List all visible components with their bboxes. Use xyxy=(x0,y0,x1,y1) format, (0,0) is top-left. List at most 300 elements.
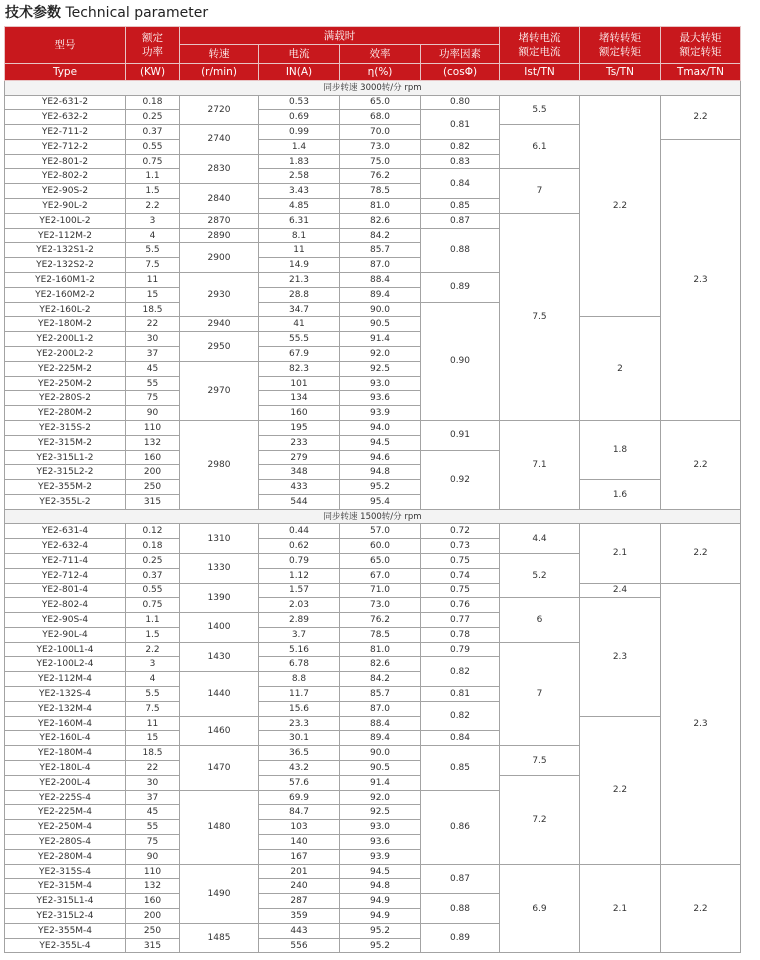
title-en: Technical parameter xyxy=(65,5,209,21)
cell-max-torque: 2.2 xyxy=(661,524,741,583)
cell-efficiency: 81.0 xyxy=(340,642,421,657)
cell-locked-torque: 2.1 xyxy=(580,864,661,953)
cell-model: YE2-160L-2 xyxy=(5,302,126,317)
cell-current: 84.7 xyxy=(259,805,340,820)
cell-power-factor: 0.72 xyxy=(421,524,500,539)
title-zh: 技术参数 xyxy=(5,5,61,21)
cell-model: YE2-250M-2 xyxy=(5,376,126,391)
cell-locked-current: 6.9 xyxy=(500,864,580,953)
unit-power: (KW) xyxy=(126,64,180,81)
cell-power-factor: 0.78 xyxy=(421,627,500,642)
cell-current: 279 xyxy=(259,450,340,465)
cell-model: YE2-631-4 xyxy=(5,524,126,539)
cell-model: YE2-160L-4 xyxy=(5,731,126,746)
cell-model: YE2-315L2-2 xyxy=(5,465,126,480)
cell-locked-torque: 2.2 xyxy=(580,716,661,864)
cell-locked-current: 6 xyxy=(500,598,580,642)
cell-power: 0.75 xyxy=(126,154,180,169)
section-header-row xyxy=(5,81,741,96)
cell-model: YE2-802-2 xyxy=(5,169,126,184)
cell-efficiency: 90.0 xyxy=(340,746,421,761)
cell-efficiency: 57.0 xyxy=(340,524,421,539)
cell-current: 28.8 xyxy=(259,287,340,302)
cell-model: YE2-801-2 xyxy=(5,154,126,169)
cell-max-torque: 2.2 xyxy=(661,95,741,139)
cell-speed: 1470 xyxy=(180,746,259,790)
cell-power: 1.1 xyxy=(126,613,180,628)
cell-power: 0.37 xyxy=(126,568,180,583)
header-max-torque: 最大转矩 额定转矩 xyxy=(661,27,741,64)
cell-current: 167 xyxy=(259,849,340,864)
cell-locked-current: 7.1 xyxy=(500,421,580,510)
cell-power: 75 xyxy=(126,835,180,850)
cell-current: 5.16 xyxy=(259,642,340,657)
cell-efficiency: 95.2 xyxy=(340,480,421,495)
cell-power: 132 xyxy=(126,879,180,894)
page-title xyxy=(5,3,208,23)
cell-model: YE2-355M-4 xyxy=(5,923,126,938)
cell-power: 2.2 xyxy=(126,642,180,657)
cell-current: 0.99 xyxy=(259,125,340,140)
cell-power: 200 xyxy=(126,909,180,924)
cell-locked-current: 5.5 xyxy=(500,95,580,125)
cell-current: 43.2 xyxy=(259,761,340,776)
cell-current: 4.85 xyxy=(259,199,340,214)
cell-model: YE2-200L1-2 xyxy=(5,332,126,347)
cell-current: 3.7 xyxy=(259,627,340,642)
cell-power: 110 xyxy=(126,864,180,879)
table-row xyxy=(5,480,741,495)
cell-speed: 2890 xyxy=(180,228,259,243)
cell-locked-torque: 1.6 xyxy=(580,480,661,510)
cell-model: YE2-200L2-2 xyxy=(5,347,126,362)
cell-efficiency: 71.0 xyxy=(340,583,421,598)
cell-model: YE2-801-4 xyxy=(5,583,126,598)
cell-current: 8.1 xyxy=(259,228,340,243)
cell-locked-torque: 2 xyxy=(580,317,661,421)
cell-current: 21.3 xyxy=(259,273,340,288)
cell-efficiency: 78.5 xyxy=(340,184,421,199)
cell-efficiency: 94.0 xyxy=(340,421,421,436)
cell-current: 201 xyxy=(259,864,340,879)
cell-current: 69.9 xyxy=(259,790,340,805)
cell-power-factor: 0.89 xyxy=(421,273,500,303)
cell-power: 22 xyxy=(126,761,180,776)
cell-locked-torque: 1.8 xyxy=(580,421,661,480)
cell-current: 195 xyxy=(259,421,340,436)
cell-efficiency: 73.0 xyxy=(340,598,421,613)
cell-power: 315 xyxy=(126,495,180,510)
cell-current: 0.62 xyxy=(259,539,340,554)
unit-locked-torque: Ts/TN xyxy=(580,64,661,81)
cell-model: YE2-355L-2 xyxy=(5,495,126,510)
cell-speed: 1490 xyxy=(180,864,259,923)
cell-model: YE2-160M1-2 xyxy=(5,273,126,288)
cell-speed: 1460 xyxy=(180,716,259,746)
cell-power: 45 xyxy=(126,361,180,376)
cell-power: 1.1 xyxy=(126,169,180,184)
table-row xyxy=(5,95,741,110)
cell-model: YE2-180M-2 xyxy=(5,317,126,332)
cell-model: YE2-90L-2 xyxy=(5,199,126,214)
cell-model: YE2-315L1-4 xyxy=(5,894,126,909)
cell-speed: 2970 xyxy=(180,361,259,420)
cell-power: 160 xyxy=(126,450,180,465)
cell-model: YE2-90S-4 xyxy=(5,613,126,628)
cell-efficiency: 90.0 xyxy=(340,302,421,317)
cell-efficiency: 70.0 xyxy=(340,125,421,140)
cell-current: 55.5 xyxy=(259,332,340,347)
cell-current: 30.1 xyxy=(259,731,340,746)
cell-current: 556 xyxy=(259,938,340,953)
cell-efficiency: 84.2 xyxy=(340,672,421,687)
cell-power: 0.55 xyxy=(126,139,180,154)
cell-efficiency: 85.7 xyxy=(340,687,421,702)
section-header-row xyxy=(5,509,741,524)
cell-model: YE2-112M-2 xyxy=(5,228,126,243)
cell-locked-torque: 2.1 xyxy=(580,524,661,583)
cell-current: 8.8 xyxy=(259,672,340,687)
cell-locked-current: 7.5 xyxy=(500,746,580,776)
cell-efficiency: 82.6 xyxy=(340,213,421,228)
table-row xyxy=(5,864,741,879)
cell-current: 1.83 xyxy=(259,154,340,169)
cell-efficiency: 91.4 xyxy=(340,332,421,347)
cell-model: YE2-160M-4 xyxy=(5,716,126,731)
cell-current: 57.6 xyxy=(259,775,340,790)
cell-power-factor: 0.82 xyxy=(421,139,500,154)
cell-power-factor: 0.90 xyxy=(421,302,500,420)
cell-power-factor: 0.91 xyxy=(421,421,500,451)
cell-power: 0.25 xyxy=(126,110,180,125)
cell-efficiency: 92.0 xyxy=(340,347,421,362)
cell-power-factor: 0.75 xyxy=(421,583,500,598)
cell-power: 160 xyxy=(126,894,180,909)
cell-locked-current: 6.1 xyxy=(500,125,580,169)
cell-model: YE2-250M-4 xyxy=(5,820,126,835)
header-power: 额定 功率 xyxy=(126,27,180,64)
cell-locked-current: 7.2 xyxy=(500,775,580,864)
cell-max-torque: 2.2 xyxy=(661,864,741,953)
cell-current: 1.12 xyxy=(259,568,340,583)
cell-power: 250 xyxy=(126,923,180,938)
cell-current: 233 xyxy=(259,435,340,450)
cell-model: YE2-280S-2 xyxy=(5,391,126,406)
cell-model: YE2-132S-4 xyxy=(5,687,126,702)
header-model: 型号 xyxy=(5,27,126,64)
cell-current: 34.7 xyxy=(259,302,340,317)
table-row xyxy=(5,317,741,332)
cell-current: 2.89 xyxy=(259,613,340,628)
cell-locked-current: 7 xyxy=(500,169,580,213)
cell-efficiency: 94.6 xyxy=(340,450,421,465)
cell-current: 134 xyxy=(259,391,340,406)
cell-power-factor: 0.80 xyxy=(421,95,500,110)
cell-model: YE2-132S1-2 xyxy=(5,243,126,258)
cell-efficiency: 76.2 xyxy=(340,169,421,184)
cell-efficiency: 76.2 xyxy=(340,613,421,628)
cell-power-factor: 0.76 xyxy=(421,598,500,613)
cell-power: 90 xyxy=(126,406,180,421)
cell-efficiency: 92.5 xyxy=(340,361,421,376)
cell-current: 82.3 xyxy=(259,361,340,376)
header-power-factor: 功率因素 xyxy=(421,45,500,64)
cell-power: 315 xyxy=(126,938,180,953)
cell-efficiency: 93.0 xyxy=(340,820,421,835)
cell-efficiency: 94.9 xyxy=(340,894,421,909)
cell-locked-current: 5.2 xyxy=(500,553,580,597)
cell-efficiency: 81.0 xyxy=(340,199,421,214)
cell-efficiency: 75.0 xyxy=(340,154,421,169)
cell-current: 23.3 xyxy=(259,716,340,731)
cell-power-factor: 0.88 xyxy=(421,228,500,272)
header-speed: 转速 xyxy=(180,45,259,64)
cell-power: 37 xyxy=(126,347,180,362)
cell-model: YE2-112M-4 xyxy=(5,672,126,687)
cell-power: 0.37 xyxy=(126,125,180,140)
cell-speed: 2870 xyxy=(180,213,259,228)
cell-model: YE2-632-4 xyxy=(5,539,126,554)
header-full-load: 满载时 xyxy=(180,27,500,45)
cell-speed: 2830 xyxy=(180,154,259,184)
cell-locked-torque: 2.3 xyxy=(580,598,661,716)
cell-efficiency: 95.2 xyxy=(340,923,421,938)
cell-power: 3 xyxy=(126,213,180,228)
cell-current: 15.6 xyxy=(259,701,340,716)
cell-power: 7.5 xyxy=(126,258,180,273)
cell-model: YE2-315L1-2 xyxy=(5,450,126,465)
cell-efficiency: 90.5 xyxy=(340,761,421,776)
cell-efficiency: 68.0 xyxy=(340,110,421,125)
cell-power-factor: 0.82 xyxy=(421,701,500,731)
cell-locked-torque: 2.2 xyxy=(580,95,661,317)
cell-current: 287 xyxy=(259,894,340,909)
cell-efficiency: 93.6 xyxy=(340,391,421,406)
cell-efficiency: 94.9 xyxy=(340,909,421,924)
cell-efficiency: 92.0 xyxy=(340,790,421,805)
cell-power: 11 xyxy=(126,273,180,288)
cell-current: 3.43 xyxy=(259,184,340,199)
cell-efficiency: 65.0 xyxy=(340,95,421,110)
cell-power: 4 xyxy=(126,672,180,687)
cell-model: YE2-90S-2 xyxy=(5,184,126,199)
cell-power: 90 xyxy=(126,849,180,864)
cell-current: 160 xyxy=(259,406,340,421)
cell-power-factor: 0.79 xyxy=(421,642,500,657)
cell-current: 6.78 xyxy=(259,657,340,672)
unit-speed: (r/min) xyxy=(180,64,259,81)
cell-current: 2.58 xyxy=(259,169,340,184)
unit-type: Type xyxy=(5,64,126,81)
cell-locked-torque: 2.4 xyxy=(580,583,661,598)
cell-current: 443 xyxy=(259,923,340,938)
cell-power: 0.18 xyxy=(126,539,180,554)
cell-model: YE2-315S-2 xyxy=(5,421,126,436)
cell-efficiency: 60.0 xyxy=(340,539,421,554)
cell-model: YE2-200L-4 xyxy=(5,775,126,790)
cell-efficiency: 93.9 xyxy=(340,406,421,421)
cell-speed: 1390 xyxy=(180,583,259,613)
cell-model: YE2-712-4 xyxy=(5,568,126,583)
cell-efficiency: 93.6 xyxy=(340,835,421,850)
cell-max-torque: 2.3 xyxy=(661,139,741,420)
cell-current: 359 xyxy=(259,909,340,924)
table-body xyxy=(5,81,741,953)
cell-efficiency: 87.0 xyxy=(340,701,421,716)
cell-power: 0.55 xyxy=(126,583,180,598)
cell-speed: 1330 xyxy=(180,553,259,583)
cell-model: YE2-315M-4 xyxy=(5,879,126,894)
cell-power: 75 xyxy=(126,391,180,406)
cell-power-factor: 0.75 xyxy=(421,553,500,568)
cell-efficiency: 89.4 xyxy=(340,287,421,302)
cell-model: YE2-632-2 xyxy=(5,110,126,125)
cell-power: 18.5 xyxy=(126,302,180,317)
cell-model: YE2-100L-2 xyxy=(5,213,126,228)
cell-speed: 1440 xyxy=(180,672,259,716)
cell-speed: 2930 xyxy=(180,273,259,317)
cell-model: YE2-160M2-2 xyxy=(5,287,126,302)
cell-speed: 1310 xyxy=(180,524,259,554)
cell-power: 5.5 xyxy=(126,687,180,702)
cell-model: YE2-355L-4 xyxy=(5,938,126,953)
cell-power-factor: 0.88 xyxy=(421,894,500,924)
cell-power-factor: 0.89 xyxy=(421,923,500,953)
cell-current: 14.9 xyxy=(259,258,340,273)
cell-model: YE2-355M-2 xyxy=(5,480,126,495)
cell-power: 1.5 xyxy=(126,627,180,642)
cell-power: 30 xyxy=(126,775,180,790)
cell-current: 0.79 xyxy=(259,553,340,568)
cell-speed: 2840 xyxy=(180,184,259,214)
cell-power-factor: 0.82 xyxy=(421,657,500,687)
cell-power: 2.2 xyxy=(126,199,180,214)
cell-power: 0.25 xyxy=(126,553,180,568)
cell-power: 0.18 xyxy=(126,95,180,110)
cell-power: 30 xyxy=(126,332,180,347)
cell-power: 200 xyxy=(126,465,180,480)
table-row xyxy=(5,598,741,613)
cell-locked-current: 7 xyxy=(500,642,580,746)
cell-current: 240 xyxy=(259,879,340,894)
unit-power-factor: (cosΦ) xyxy=(421,64,500,81)
cell-power: 0.75 xyxy=(126,598,180,613)
cell-power-factor: 0.77 xyxy=(421,613,500,628)
cell-efficiency: 85.7 xyxy=(340,243,421,258)
cell-model: YE2-180M-4 xyxy=(5,746,126,761)
cell-power-factor: 0.85 xyxy=(421,199,500,214)
cell-power-factor: 0.81 xyxy=(421,687,500,702)
cell-efficiency: 94.8 xyxy=(340,879,421,894)
cell-efficiency: 95.4 xyxy=(340,495,421,510)
cell-power: 5.5 xyxy=(126,243,180,258)
cell-efficiency: 73.0 xyxy=(340,139,421,154)
cell-power: 0.12 xyxy=(126,524,180,539)
cell-efficiency: 78.5 xyxy=(340,627,421,642)
cell-model: YE2-90L-4 xyxy=(5,627,126,642)
cell-speed: 2740 xyxy=(180,125,259,155)
cell-speed: 2950 xyxy=(180,332,259,362)
cell-current: 11.7 xyxy=(259,687,340,702)
unit-efficiency: η(%) xyxy=(340,64,421,81)
cell-efficiency: 93.0 xyxy=(340,376,421,391)
unit-current: IN(A) xyxy=(259,64,340,81)
cell-locked-current: 4.4 xyxy=(500,524,580,554)
cell-model: YE2-132M-4 xyxy=(5,701,126,716)
cell-current: 101 xyxy=(259,376,340,391)
cell-efficiency: 88.4 xyxy=(340,716,421,731)
cell-model: YE2-280M-2 xyxy=(5,406,126,421)
cell-efficiency: 95.2 xyxy=(340,938,421,953)
cell-efficiency: 92.5 xyxy=(340,805,421,820)
cell-model: YE2-280M-4 xyxy=(5,849,126,864)
cell-power: 1.5 xyxy=(126,184,180,199)
cell-power: 37 xyxy=(126,790,180,805)
cell-power-factor: 0.74 xyxy=(421,568,500,583)
cell-efficiency: 84.2 xyxy=(340,228,421,243)
cell-current: 1.57 xyxy=(259,583,340,598)
cell-power: 55 xyxy=(126,376,180,391)
cell-current: 103 xyxy=(259,820,340,835)
cell-power: 4 xyxy=(126,228,180,243)
unit-locked-current: Ist/TN xyxy=(500,64,580,81)
cell-power: 7.5 xyxy=(126,701,180,716)
cell-max-torque: 2.2 xyxy=(661,421,741,510)
cell-power: 55 xyxy=(126,820,180,835)
cell-speed: 2980 xyxy=(180,421,259,510)
cell-max-torque: 2.3 xyxy=(661,583,741,864)
cell-model: YE2-315S-4 xyxy=(5,864,126,879)
cell-current: 41 xyxy=(259,317,340,332)
cell-current: 1.4 xyxy=(259,139,340,154)
cell-power: 18.5 xyxy=(126,746,180,761)
cell-speed: 1480 xyxy=(180,790,259,864)
cell-power-factor: 0.73 xyxy=(421,539,500,554)
cell-power-factor: 0.87 xyxy=(421,864,500,894)
cell-efficiency: 82.6 xyxy=(340,657,421,672)
cell-efficiency: 94.5 xyxy=(340,435,421,450)
cell-power: 15 xyxy=(126,731,180,746)
cell-model: YE2-180L-4 xyxy=(5,761,126,776)
cell-power: 15 xyxy=(126,287,180,302)
cell-efficiency: 94.5 xyxy=(340,864,421,879)
cell-model: YE2-711-4 xyxy=(5,553,126,568)
cell-power: 132 xyxy=(126,435,180,450)
header-current: 电流 xyxy=(259,45,340,64)
cell-current: 433 xyxy=(259,480,340,495)
cell-current: 140 xyxy=(259,835,340,850)
technical-parameter-table xyxy=(4,26,741,953)
header-locked-current: 堵转电流 额定电流 xyxy=(500,27,580,64)
cell-model: YE2-712-2 xyxy=(5,139,126,154)
cell-power: 110 xyxy=(126,421,180,436)
cell-efficiency: 65.0 xyxy=(340,553,421,568)
cell-model: YE2-132S2-2 xyxy=(5,258,126,273)
cell-current: 0.44 xyxy=(259,524,340,539)
cell-model: YE2-225M-2 xyxy=(5,361,126,376)
cell-efficiency: 94.8 xyxy=(340,465,421,480)
cell-power-factor: 0.92 xyxy=(421,450,500,509)
cell-model: YE2-280S-4 xyxy=(5,835,126,850)
cell-current: 67.9 xyxy=(259,347,340,362)
cell-current: 2.03 xyxy=(259,598,340,613)
cell-current: 36.5 xyxy=(259,746,340,761)
cell-speed: 2940 xyxy=(180,317,259,332)
cell-power-factor: 0.85 xyxy=(421,746,500,790)
cell-efficiency: 91.4 xyxy=(340,775,421,790)
cell-efficiency: 93.9 xyxy=(340,849,421,864)
unit-max-torque: Tmax/TN xyxy=(661,64,741,81)
